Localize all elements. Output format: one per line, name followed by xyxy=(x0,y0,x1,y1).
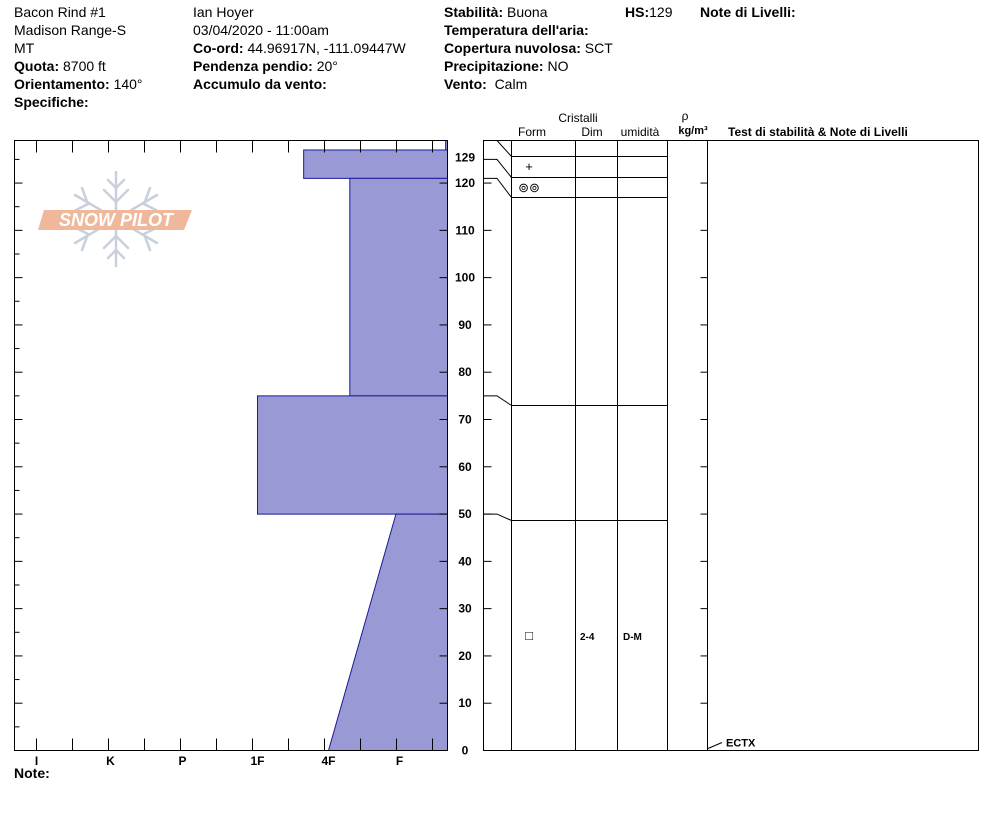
hardness-layer-3 xyxy=(350,178,448,396)
depth-label-60: 60 xyxy=(458,459,472,474)
wind-loading-label: Accumulo da vento: xyxy=(193,76,327,92)
depth-label-0: 0 xyxy=(461,743,469,758)
coord-label: Co-ord: xyxy=(193,40,244,56)
depth-label-90: 90 xyxy=(458,317,472,332)
wind-label: Vento: xyxy=(444,76,487,92)
stability-value: Buona xyxy=(507,4,548,20)
state-name: MT xyxy=(14,40,35,56)
elevation-value: 8700 ft xyxy=(63,58,106,74)
hardness-label-4f: 4F xyxy=(321,754,336,768)
precip-value: NO xyxy=(547,58,569,74)
depth-label-30: 30 xyxy=(458,601,472,616)
hardness-axis-labels xyxy=(35,754,403,768)
form-header: Form xyxy=(518,125,546,139)
datetime: 03/04/2020 - 11:00am xyxy=(193,22,329,38)
layer-size: 2-4 xyxy=(580,632,595,643)
crystals-header: Cristalli xyxy=(558,111,598,125)
hardness-layer-5 xyxy=(329,514,448,750)
hardness-label-p: P xyxy=(178,754,187,768)
logo-text: SNOW PILOT xyxy=(59,210,173,230)
layer-table-frame xyxy=(484,141,979,751)
stability-label: Stabilità: xyxy=(444,4,504,20)
sky-value: SCT xyxy=(584,40,613,56)
air-temp-label: Temperatura dell'aria: xyxy=(444,22,589,38)
observer-name: Ian Hoyer xyxy=(193,4,254,20)
tests-header: Test di stabilità & Note di Livelli xyxy=(728,125,908,139)
aspect-value: 140° xyxy=(113,76,143,92)
depth-label-20: 20 xyxy=(458,648,472,663)
moisture-header: umidità xyxy=(620,125,660,139)
precip-label: Precipitazione: xyxy=(444,58,544,74)
depth-label-40: 40 xyxy=(458,554,472,569)
hardness-label-k: K xyxy=(106,754,115,768)
hardness-label-1f: 1F xyxy=(250,754,265,768)
specifics-label: Specifiche: xyxy=(14,94,89,110)
depth-label-10: 10 xyxy=(458,696,472,711)
wind-value: Calm xyxy=(494,76,528,92)
coord-value: 44.96917N, -111.09447W xyxy=(247,40,406,56)
layer-notes-label: Note di Livelli: xyxy=(700,4,796,20)
layer-form-symbol: □ xyxy=(525,628,533,643)
hardness-label-f: F xyxy=(395,754,404,768)
hardness-profile xyxy=(258,141,448,751)
hardness-layer-2 xyxy=(304,150,448,178)
hardness-label-i: I xyxy=(34,754,39,768)
layer-connector xyxy=(484,396,512,406)
density-unit: kg/m³ xyxy=(678,125,708,137)
depth-label-110: 110 xyxy=(455,223,475,238)
depth-label-80: 80 xyxy=(458,365,472,380)
layer-connector xyxy=(484,159,512,177)
layer-form-symbol: ⊚⊚ xyxy=(518,180,540,195)
layer-connector xyxy=(484,178,512,197)
aspect-label: Orientamento: xyxy=(14,76,110,92)
layer-moisture: D-M xyxy=(623,632,642,643)
test-label: ECTX xyxy=(726,737,756,750)
elevation-label: Quota: xyxy=(14,58,60,74)
range-name: Madison Range-S xyxy=(14,22,127,38)
layer-cells xyxy=(518,159,642,643)
slope-label: Pendenza pendio: xyxy=(193,58,313,74)
layer-connector xyxy=(484,514,512,520)
depth-label-70: 70 xyxy=(458,412,472,427)
test-pointer xyxy=(708,743,722,749)
depth-label-120: 120 xyxy=(454,176,476,191)
sky-label: Copertura nuvolosa: xyxy=(444,40,581,56)
depth-axis-labels xyxy=(455,151,475,758)
layer-form-symbol: + xyxy=(525,159,533,174)
stability-test-notes xyxy=(708,738,756,750)
hs-value: 129 xyxy=(649,4,673,20)
density-symbol: ρ xyxy=(681,109,689,123)
layer-connector xyxy=(484,141,512,157)
site-name: Bacon Rind #1 xyxy=(14,4,106,20)
hardness-layer-4 xyxy=(258,396,448,514)
depth-label-top: 129 xyxy=(454,150,476,165)
notes-label: Note: xyxy=(14,765,50,781)
slope-value: 20° xyxy=(316,58,338,74)
depth-label-100: 100 xyxy=(454,270,476,285)
table-column-lines xyxy=(512,141,708,751)
hs-label: HS: xyxy=(625,4,650,20)
snowpilot-logo xyxy=(38,172,192,266)
size-header: Dim xyxy=(581,125,603,139)
depth-label-50: 50 xyxy=(458,507,472,522)
